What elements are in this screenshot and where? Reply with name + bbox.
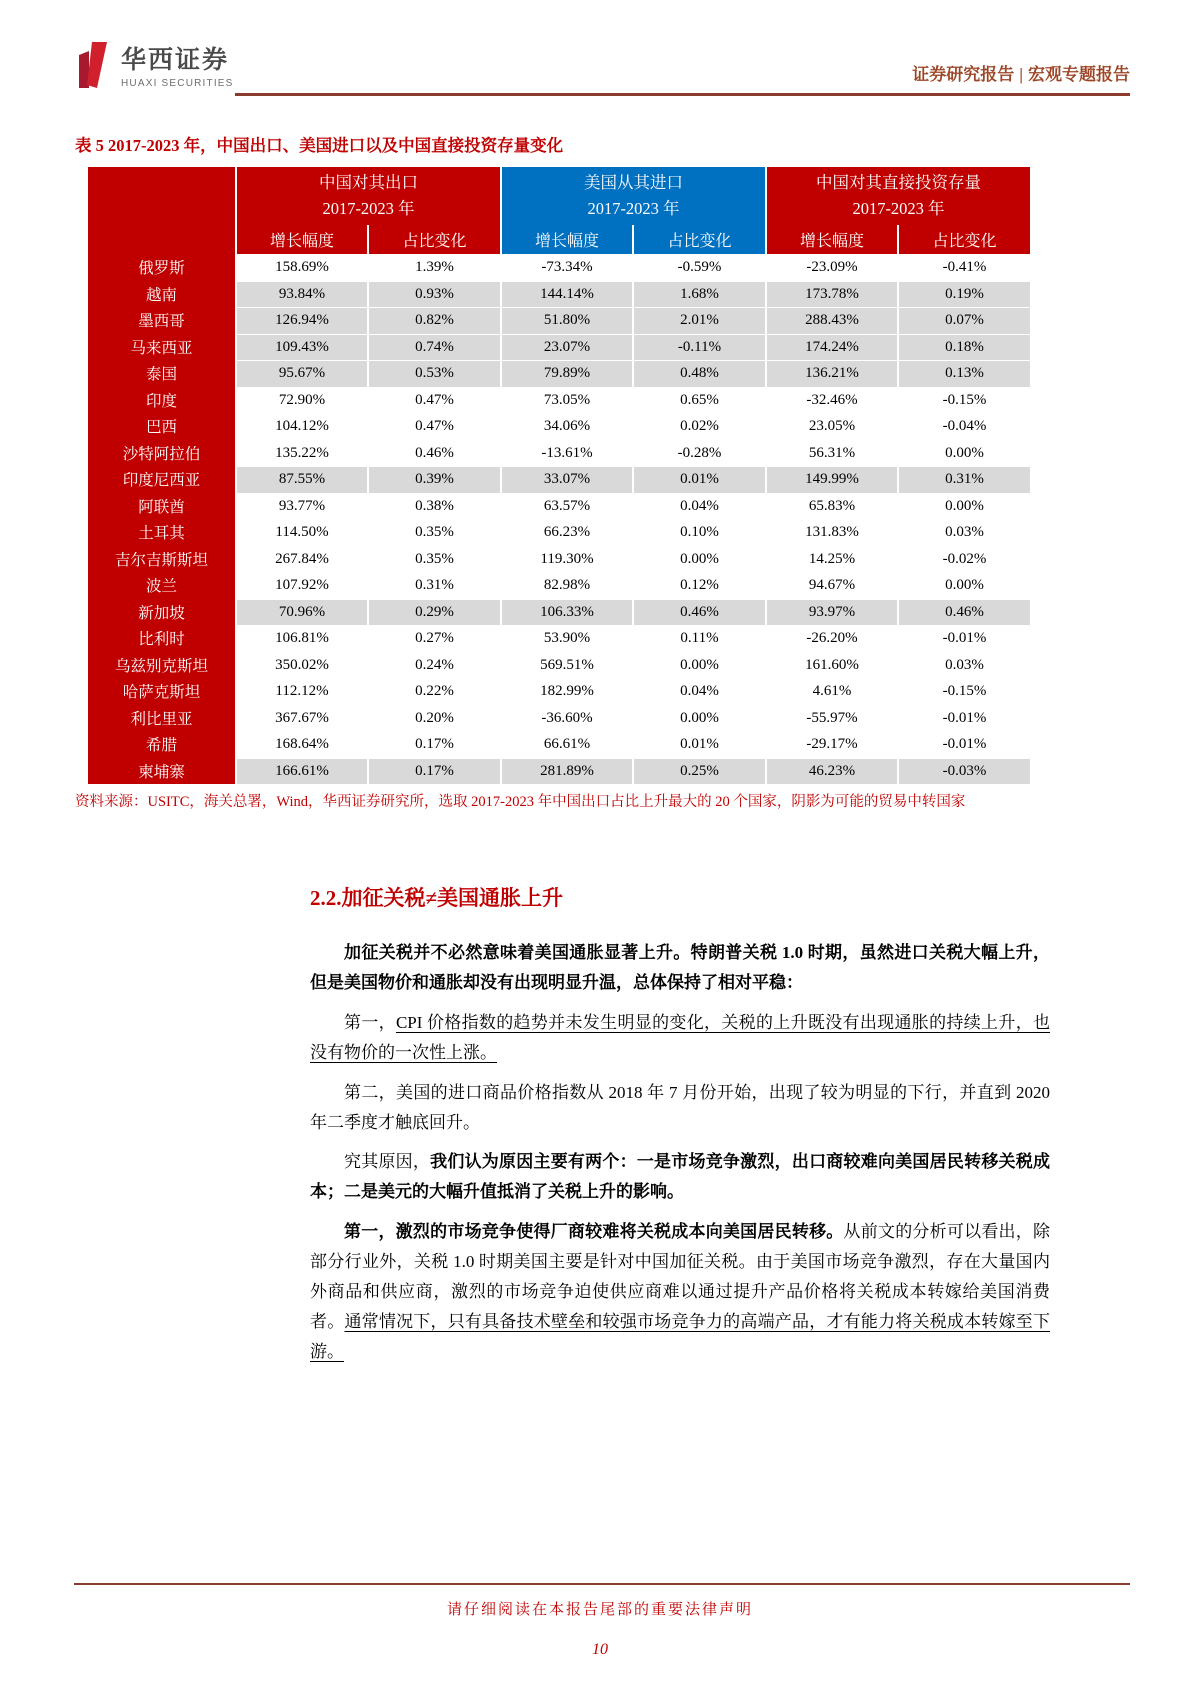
value-cell: 174.24%	[765, 334, 897, 361]
value-cell: 66.23%	[500, 519, 632, 546]
value-cell: 82.98%	[500, 572, 632, 599]
country-label: 利比里亚	[88, 705, 235, 732]
value-cell: 0.25%	[632, 758, 765, 785]
value-cell: 0.31%	[367, 572, 500, 599]
group-header-us-import	[500, 167, 765, 225]
value-cell: 0.93%	[367, 281, 500, 308]
value-cell: 87.55%	[235, 466, 367, 493]
value-cell: -0.11%	[632, 334, 765, 361]
footer-disclaimer: 请仔细阅读在本报告尾部的重要法律声明	[446, 1602, 753, 1618]
value-cell: 46.23%	[765, 758, 897, 785]
value-cell: 158.69%	[235, 254, 367, 281]
value-cell: 34.06%	[500, 413, 632, 440]
value-cell: 93.77%	[235, 493, 367, 520]
country-label: 阿联酋	[88, 493, 235, 520]
country-label: 土耳其	[88, 519, 235, 546]
value-cell: 73.05%	[500, 387, 632, 414]
country-label: 吉尔吉斯斯坦	[88, 546, 235, 573]
country-label: 比利时	[88, 625, 235, 652]
country-label: 泰国	[88, 360, 235, 387]
value-cell: 51.80%	[500, 307, 632, 334]
value-cell: -73.34%	[500, 254, 632, 281]
value-cell: 281.89%	[500, 758, 632, 785]
value-cell: 0.19%	[897, 281, 1030, 308]
value-cell: 0.22%	[367, 678, 500, 705]
value-cell: 114.50%	[235, 519, 367, 546]
header-rule	[235, 93, 1130, 96]
text-segment: 究其原因，	[344, 1152, 431, 1172]
subheader-share-export: 占比变化	[367, 225, 500, 254]
value-cell: 0.31%	[897, 466, 1030, 493]
value-cell: 79.89%	[500, 360, 632, 387]
value-cell: 0.20%	[367, 705, 500, 732]
value-cell: 0.18%	[897, 334, 1030, 361]
value-cell: 0.01%	[632, 731, 765, 758]
country-label: 印度	[88, 387, 235, 414]
value-cell: 66.61%	[500, 731, 632, 758]
table-row	[88, 281, 1030, 308]
value-cell: 94.67%	[765, 572, 897, 599]
value-cell: 0.10%	[632, 519, 765, 546]
value-cell: 65.83%	[765, 493, 897, 520]
value-cell: 109.43%	[235, 334, 367, 361]
subheader-growth-odi: 增长幅度	[765, 225, 897, 254]
table-row	[88, 440, 1030, 467]
subheader-growth-export: 增长幅度	[235, 225, 367, 254]
value-cell: 0.03%	[897, 652, 1030, 679]
value-cell: -0.02%	[897, 546, 1030, 573]
table-row	[88, 678, 1030, 705]
value-cell: 1.68%	[632, 281, 765, 308]
table-row	[88, 519, 1030, 546]
table-row	[88, 758, 1030, 785]
section-heading: 2.2.加征关税≠美国通胀上升	[310, 886, 564, 910]
value-cell: 93.97%	[765, 599, 897, 626]
value-cell: 0.00%	[897, 572, 1030, 599]
country-label: 沙特阿拉伯	[88, 440, 235, 467]
value-cell: 107.92%	[235, 572, 367, 599]
value-cell: -0.15%	[897, 678, 1030, 705]
value-cell: 106.81%	[235, 625, 367, 652]
group-title-line: 2017-2023 年	[587, 199, 680, 218]
value-cell: 0.07%	[897, 307, 1030, 334]
group-title-line: 美国从其进口	[584, 173, 683, 193]
table-source-note: 资料来源：USITC，海关总署，Wind，华西证券研究所，选取 2017-2023 年中国出口占比上升最大的 20 个国家，阴影为可能的贸易中转国家	[75, 794, 966, 810]
value-cell: 166.61%	[235, 758, 367, 785]
value-cell: -0.59%	[632, 254, 765, 281]
body-paragraph	[310, 1217, 1050, 1367]
value-cell: 0.46%	[897, 599, 1030, 626]
page-number: 10	[592, 1641, 608, 1658]
value-cell: 0.13%	[897, 360, 1030, 387]
value-cell: 0.29%	[367, 599, 500, 626]
text-segment: 第一，	[344, 1012, 396, 1032]
value-cell: -26.20%	[765, 625, 897, 652]
value-cell: -23.09%	[765, 254, 897, 281]
country-label: 乌兹别克斯坦	[88, 652, 235, 679]
value-cell: 0.27%	[367, 625, 500, 652]
table-corner	[88, 167, 235, 254]
country-label: 新加坡	[88, 599, 235, 626]
value-cell: -36.60%	[500, 705, 632, 732]
body-text	[310, 938, 1050, 1377]
value-cell: -0.01%	[897, 731, 1030, 758]
country-label: 越南	[88, 281, 235, 308]
value-cell: 0.47%	[367, 387, 500, 414]
value-cell: 0.17%	[367, 731, 500, 758]
footer-rule	[74, 1583, 1130, 1585]
table-row	[88, 599, 1030, 626]
value-cell: 104.12%	[235, 413, 367, 440]
value-cell: -0.01%	[897, 625, 1030, 652]
country-label: 俄罗斯	[88, 254, 235, 281]
value-cell: 0.04%	[632, 678, 765, 705]
value-cell: 0.24%	[367, 652, 500, 679]
value-cell: -0.28%	[632, 440, 765, 467]
group-header-china-odi	[765, 167, 1030, 225]
country-label: 波兰	[88, 572, 235, 599]
huaxi-logo-icon	[74, 42, 112, 88]
value-cell: 72.90%	[235, 387, 367, 414]
group-header-china-export	[235, 167, 500, 225]
country-label: 印度尼西亚	[88, 466, 235, 493]
value-cell: 33.07%	[500, 466, 632, 493]
value-cell: 0.00%	[632, 705, 765, 732]
text-segment: 第一，激烈的市场竞争使得厂商较难将关税成本向美国居民转移。	[344, 1222, 844, 1242]
country-label: 巴西	[88, 413, 235, 440]
value-cell: 0.00%	[897, 493, 1030, 520]
value-cell: 0.04%	[632, 493, 765, 520]
value-cell: 112.12%	[235, 678, 367, 705]
value-cell: 0.35%	[367, 519, 500, 546]
value-cell: 131.83%	[765, 519, 897, 546]
table-row	[88, 493, 1030, 520]
value-cell: 267.84%	[235, 546, 367, 573]
group-title-line: 2017-2023 年	[852, 199, 945, 218]
table-body	[88, 254, 1030, 784]
value-cell: 168.64%	[235, 731, 367, 758]
value-cell: -0.03%	[897, 758, 1030, 785]
value-cell: 0.35%	[367, 546, 500, 573]
value-cell: 173.78%	[765, 281, 897, 308]
text-segment: CPI 价格指数的趋势并未发生明显的变化，关税的上升既没有出现通胀的持续上升，也没有物价的一次性上涨。	[310, 1012, 1051, 1062]
value-cell: 161.60%	[765, 652, 897, 679]
value-cell: 0.17%	[367, 758, 500, 785]
logo-text-cn: 华西证券	[121, 46, 230, 74]
value-cell: 70.96%	[235, 599, 367, 626]
value-cell: 0.47%	[367, 413, 500, 440]
body-paragraph	[310, 1078, 1050, 1138]
country-label: 马来西亚	[88, 334, 235, 361]
subheader-share-import: 占比变化	[632, 225, 765, 254]
value-cell: 288.43%	[765, 307, 897, 334]
value-cell: 0.53%	[367, 360, 500, 387]
value-cell: 0.02%	[632, 413, 765, 440]
table-row	[88, 466, 1030, 493]
value-cell: -0.01%	[897, 705, 1030, 732]
value-cell: 23.05%	[765, 413, 897, 440]
value-cell: 367.67%	[235, 705, 367, 732]
table-row	[88, 652, 1030, 679]
value-cell: 126.94%	[235, 307, 367, 334]
table-row	[88, 546, 1030, 573]
huaxi-logo	[74, 40, 234, 89]
value-cell: 2.01%	[632, 307, 765, 334]
value-cell: 0.48%	[632, 360, 765, 387]
table-row	[88, 625, 1030, 652]
group-title-line: 中国对其出口	[319, 173, 418, 193]
value-cell: -0.41%	[897, 254, 1030, 281]
country-label: 哈萨克斯坦	[88, 678, 235, 705]
value-cell: 149.99%	[765, 466, 897, 493]
trade-table	[88, 167, 1030, 784]
table-row	[88, 334, 1030, 361]
value-cell: 0.74%	[367, 334, 500, 361]
value-cell: 93.84%	[235, 281, 367, 308]
table-row	[88, 387, 1030, 414]
value-cell: 0.00%	[632, 546, 765, 573]
table-header	[88, 167, 1030, 254]
report-type-header	[912, 60, 1130, 85]
value-cell: 119.30%	[500, 546, 632, 573]
table-title: 表 5 2017-2023 年，中国出口、美国进口以及中国直接投资存量变化	[75, 136, 564, 155]
table-row	[88, 307, 1030, 334]
value-cell: 0.82%	[367, 307, 500, 334]
text-segment: 通常情况下，只有具备技术壁垒和较强市场竞争力的高端产品，才有能力将关税成本转嫁至下游。	[310, 1311, 1051, 1361]
value-cell: 1.39%	[367, 254, 500, 281]
value-cell: 63.57%	[500, 493, 632, 520]
value-cell: 0.00%	[632, 652, 765, 679]
report-category-label: 宏观专题报告	[1028, 65, 1130, 84]
value-cell: 0.00%	[897, 440, 1030, 467]
text-segment: 我们认为原因主要有两个：一是市场竞争激烈，出口商较难向美国居民转移关税成本；二是美元的大幅升值抵消了关税上升的影响。	[310, 1152, 1050, 1202]
text-segment: 加征关税并不必然意味着美国通胀显著上升。特朗普关税 1.0 时期，虽然进口关税大幅上升，但是美国物价和通胀却没有出现明显升温，总体保持了相对平稳：	[310, 943, 1050, 992]
value-cell: 106.33%	[500, 599, 632, 626]
value-cell: 0.03%	[897, 519, 1030, 546]
header-separator: |	[1019, 65, 1023, 84]
value-cell: -55.97%	[765, 705, 897, 732]
value-cell: 0.39%	[367, 466, 500, 493]
table-row	[88, 705, 1030, 732]
value-cell: 14.25%	[765, 546, 897, 573]
value-cell: 0.46%	[632, 599, 765, 626]
value-cell: 95.67%	[235, 360, 367, 387]
value-cell: 0.46%	[367, 440, 500, 467]
group-title-line: 2017-2023 年	[322, 199, 415, 218]
text-segment: 从前文的分析可以看出，除部分行业外，关税 1.0 时期美国主要是针对中国加征关税。由于美国市场竞争激烈，存在大量国内外商品和供应商，激烈的市场竞争迫使供应商难以通过提升产品价格将关税成本转嫁给美国消费者。	[310, 1222, 1051, 1331]
value-cell: 56.31%	[765, 440, 897, 467]
value-cell: 0.01%	[632, 466, 765, 493]
body-paragraph	[310, 1147, 1050, 1207]
value-cell: 23.07%	[500, 334, 632, 361]
value-cell: -13.61%	[500, 440, 632, 467]
value-cell: 350.02%	[235, 652, 367, 679]
value-cell: 569.51%	[500, 652, 632, 679]
subheader-share-odi: 占比变化	[897, 225, 1030, 254]
group-title-line: 中国对其直接投资存量	[816, 173, 981, 193]
value-cell: -0.04%	[897, 413, 1030, 440]
value-cell: 0.12%	[632, 572, 765, 599]
logo-text	[121, 40, 234, 89]
value-cell: 135.22%	[235, 440, 367, 467]
subheader-growth-import: 增长幅度	[500, 225, 632, 254]
report-type-label: 证券研究报告	[912, 65, 1015, 84]
value-cell: 144.14%	[500, 281, 632, 308]
value-cell: 0.65%	[632, 387, 765, 414]
value-cell: -32.46%	[765, 387, 897, 414]
value-cell: 53.90%	[500, 625, 632, 652]
value-cell: 0.11%	[632, 625, 765, 652]
country-label: 希腊	[88, 731, 235, 758]
table-row	[88, 413, 1030, 440]
country-label: 墨西哥	[88, 307, 235, 334]
value-cell: 182.99%	[500, 678, 632, 705]
table-row	[88, 254, 1030, 281]
table-row	[88, 731, 1030, 758]
table-row	[88, 572, 1030, 599]
value-cell: 4.61%	[765, 678, 897, 705]
body-paragraph	[310, 938, 1050, 998]
table-row	[88, 360, 1030, 387]
value-cell: 136.21%	[765, 360, 897, 387]
value-cell: -29.17%	[765, 731, 897, 758]
body-paragraph	[310, 1008, 1050, 1068]
text-segment: 第二，美国的进口商品价格指数从 2018 年 7 月份开始，出现了较为明显的下行，并直到 2020 年二季度才触底回升。	[310, 1082, 1050, 1132]
value-cell: 0.38%	[367, 493, 500, 520]
logo-text-en: HUAXI SECURITIES	[121, 78, 234, 89]
value-cell: -0.15%	[897, 387, 1030, 414]
country-label: 柬埔寨	[88, 758, 235, 785]
